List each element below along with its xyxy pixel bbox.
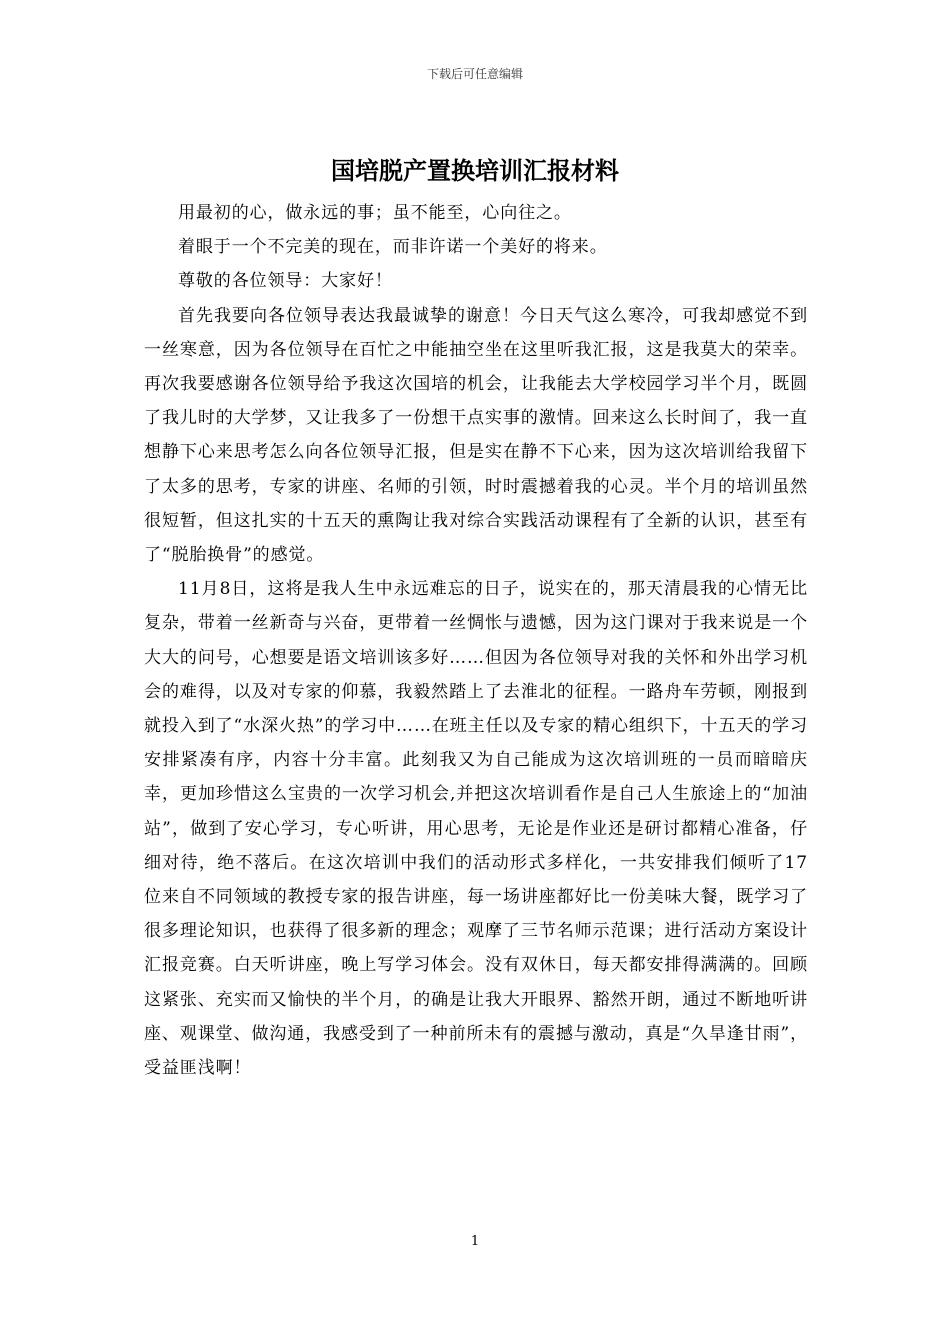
page-number: 1 — [470, 1234, 480, 1249]
paragraph-motto-1: 用最初的心，做永远的事；虽不能至，心向往之。 — [178, 203, 572, 223]
document-title: 国培脱产置换培训汇报材料 — [331, 156, 619, 185]
paragraph-salutation: 尊敬的各位领导：大家好！ — [178, 271, 393, 292]
paragraph-motto-2: 着眼于一个不完美的现在，而非许诺一个美好的将来。 — [178, 237, 608, 258]
header-note: 下载后可任意编辑 — [426, 67, 523, 81]
paragraph-training-experience: 11月8日，这将是我人生中永远难忘的日子，说实在的，那天清晨我的心情无比复杂，带着一丝新奇与兴奋，更带着一丝惆怅与遗憾，因为这门课对于我来说是一个大大的问号，心想要是语文培训该多好……但因为各位领导对我的关怀和外出学习机会的难得，以及对专家的仰慕，我毅然踏上了去淮北的征程。一路舟车劳顿，刚报到就投入到了“水深火热”的学习中……在班主任以及专家的精心组织下，十五天的学习安排紧凑有序，内容十分丰富。此刻我又为自己能成为这次培训班的一员而暗暗庆幸，更加珍惜这么宝贵的一次学习机会,并把这次培训看作是自己人生旅途上的“加油站”，做到了安心学习，专心听讲，用心思考，无论是作业还是研讨都精心准备，仔细对待，绝不落后。在这次培训中我们的活动形式多样化，一共安排我们倾听了17位来自不同领域的教授专家的报告讲座，每一场讲座都好比一份美味大餐，既学习了很多理论知识，也获得了很多新的理念；观摩了三节名师示范课；进行活动方案设计汇报竞赛。白天听讲座，晚上写学习体会。没有双休日，每天都安排得满满的。回顾这紧张、充实而又愉快的半个月，的确是让我大开眼界、豁然开朗，通过不断地听讲座、观课堂、做沟通，我感受到了一种前所未有的震撼与激动，真是“久旱逢甘雨”，受益匪浅啊！ — [144, 579, 808, 1079]
paragraph-gratitude: 首先我要向各位领导表达我最诚挚的谢意！今日天气这么寒冷，可我却感觉不到一丝寒意，因为各位领导在百忙之中能抽空坐在这里听我汇报，这是我莫大的荣幸。再次我要感谢各位领导给予我这次国培的机会，让我能去大学校园学习半个月，既圆了我儿时的大学梦，又让我多了一份想干点实事的激情。回来这么长时间了，我一直想静下心来思考怎么向各位领导汇报，但是实在静不下心来，因为这次培训给我留下了太多的思考，专家的讲座、名师的引领，时时震撼着我的心灵。半个月的培训虽然很短暂，但这扎实的十五天的熏陶让我对综合实践活动课程有了全新的认识，甚至有了“脱胎换骨”的感觉。 — [144, 305, 808, 566]
document-body — [144, 196, 808, 1085]
